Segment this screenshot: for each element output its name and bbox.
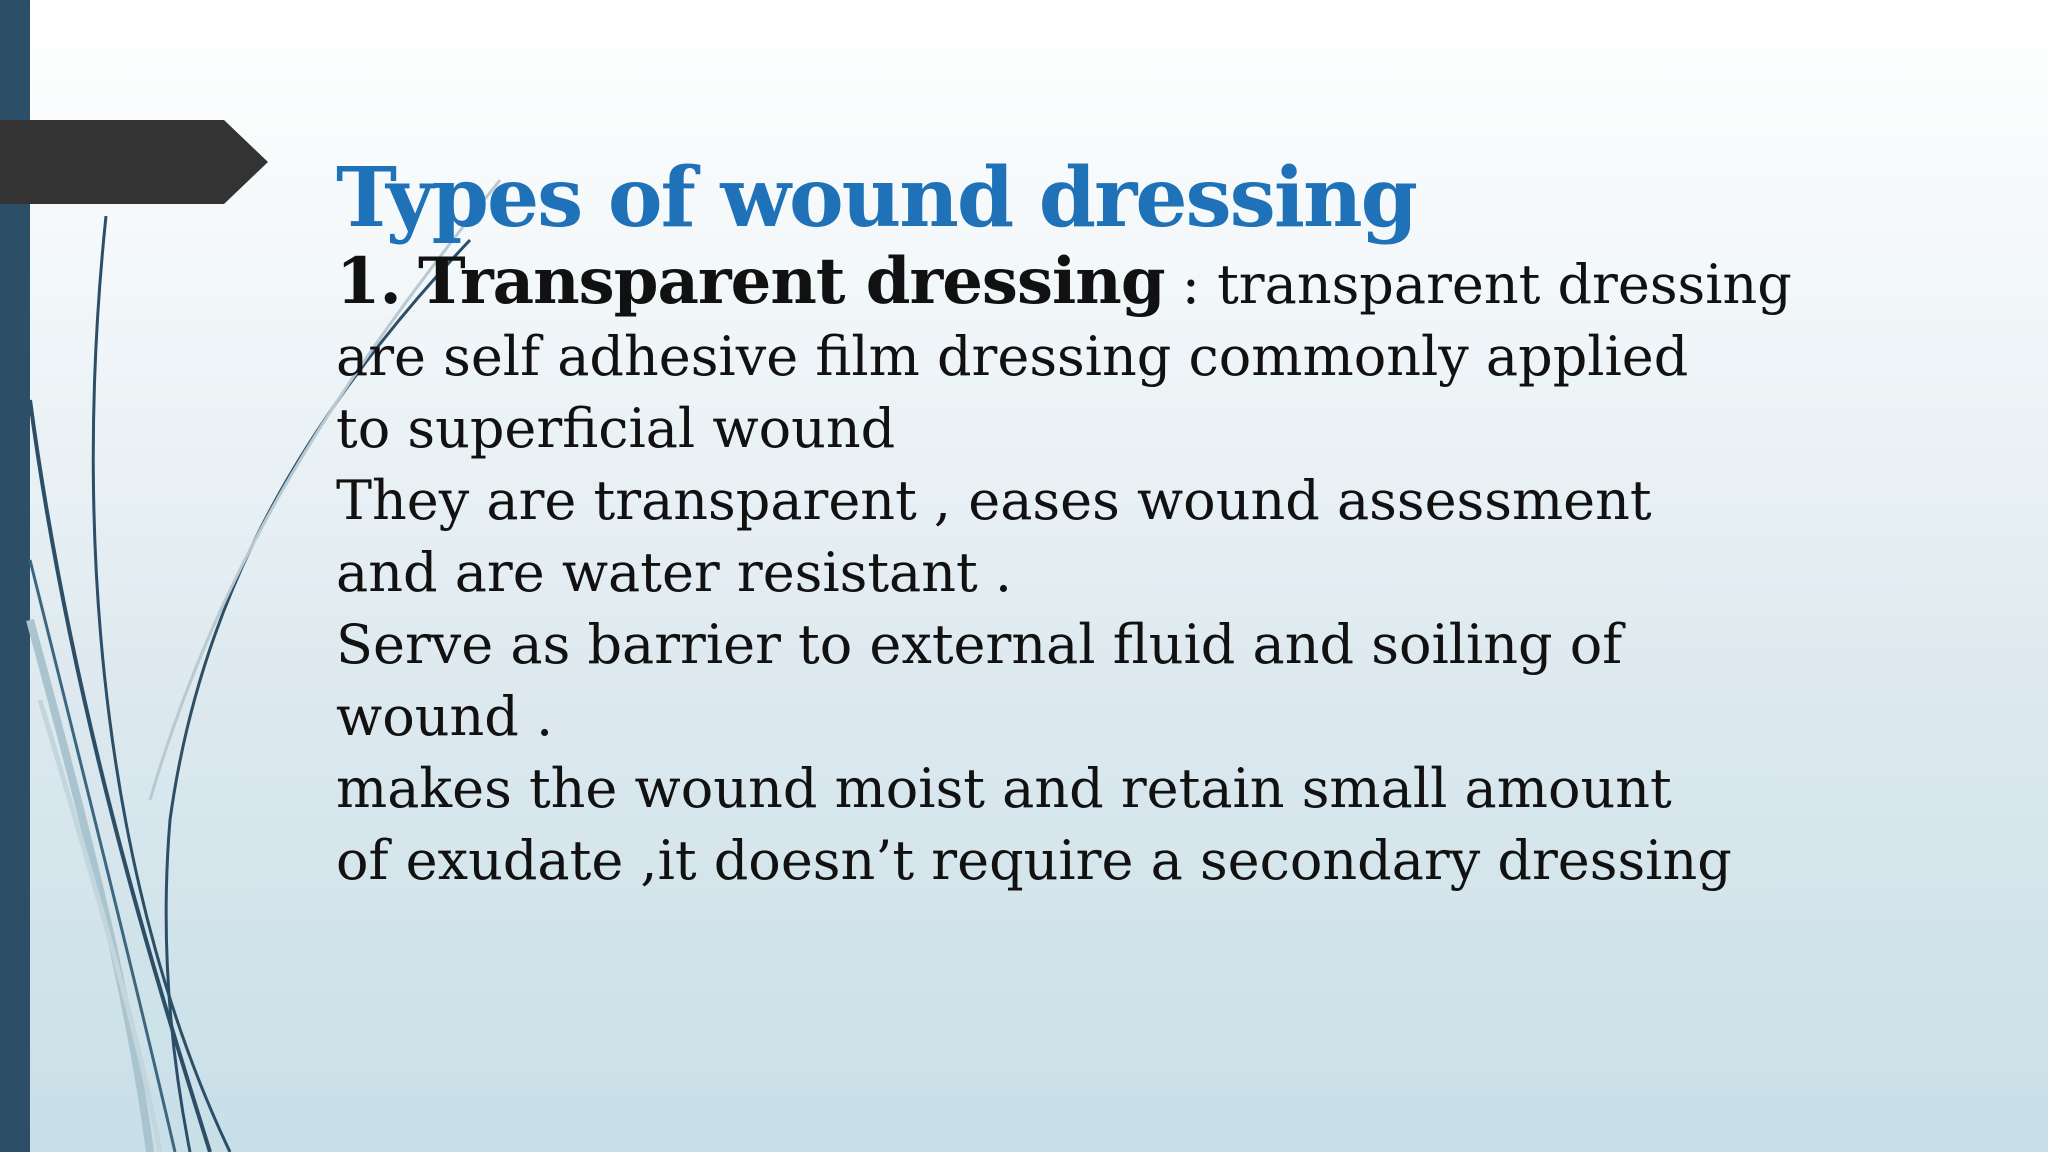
item-separator: :	[1164, 253, 1218, 316]
title-arrow-tab	[0, 120, 268, 204]
item-term: Transparent dressing	[417, 244, 1165, 319]
slide-content	[336, 150, 1896, 897]
dressing-description	[336, 246, 1896, 897]
slide-title: Types of wound dressing	[336, 150, 1416, 246]
item-number: 1.	[336, 244, 401, 319]
item-text: transparent dressing are self adhesive film dressing commonly applied to superficial wound They are transparent , eases wound assessment and are water resistant . Serve as barrier to external fluid and soiling of wound . makes the wound moist and retain small amount of exudate ,it doesn’t require a secondary dressing	[336, 253, 1792, 892]
